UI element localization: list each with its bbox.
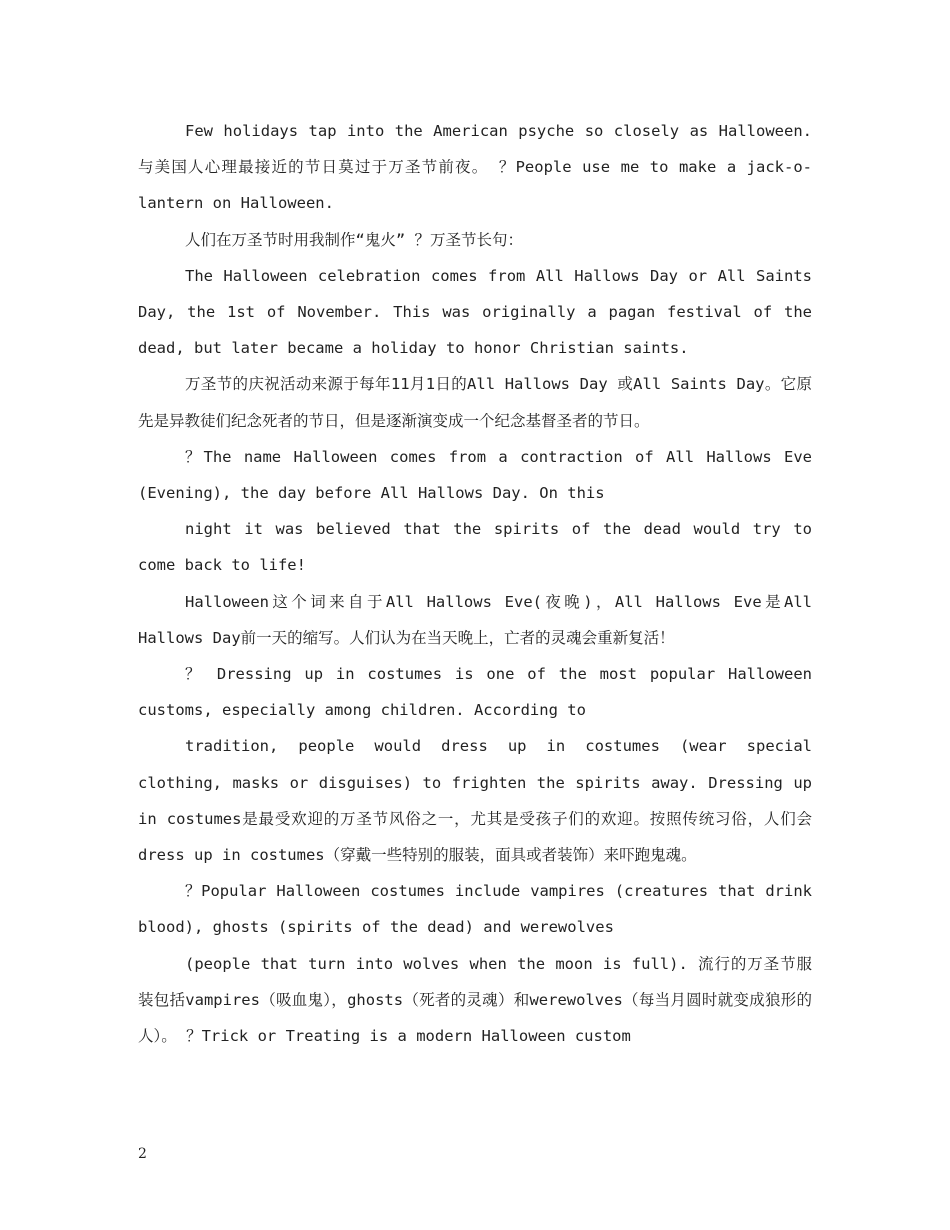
body-text bbox=[138, 113, 812, 1054]
paragraph: tradition, people would dress up in costumes (wear special clothing, masks or disguises) to frighten the spirits away. Dressing up in costumes是最受欢迎的万圣节风俗之一，尤其是受孩子们的欢迎。按照传统习俗，人们会dress up in costumes（穿戴一些特别的服装，面具或者装饰）来吓跑鬼魂。 bbox=[138, 737, 812, 865]
paragraph: 人们在万圣节时用我制作“鬼火” ？万圣节长句： bbox=[185, 230, 523, 249]
paragraph: night it was believed that the spirits of the dead would try to come back to life! bbox=[138, 520, 812, 575]
page-number: 2 bbox=[138, 1146, 147, 1162]
paragraph: ？ Dressing up in costumes is one of the most popular Halloween customs, especially among children. According to bbox=[138, 665, 812, 720]
paragraph: (people that turn into wolves when the moon is full). 流行的万圣节服装包括vampires（吸血鬼），ghosts（死者的灵魂）和werewolves（每当月圆时就变成狼形的人）。 ？Trick or Treating is a modern Halloween custom bbox=[138, 954, 812, 1046]
paragraph: ？Popular Halloween costumes include vampires (creatures that drink blood), ghosts (spirits of the dead) and werewolves bbox=[138, 882, 812, 937]
paragraph: 万圣节的庆祝活动来源于每年11月1日的All Hallows Day 或All Saints Day。它原先是异教徒们纪念死者的节日，但是逐渐演变成一个纪念基督圣者的节日。 bbox=[138, 375, 812, 430]
paragraph: The Halloween celebration comes from All Hallows Day or All Saints Day, the 1st of November. This was originally a pagan festival of the dead, but later became a holiday to honor Christian saints. bbox=[138, 266, 812, 358]
paragraph: ？The name Halloween comes from a contraction of All Hallows Eve (Evening), the day before All Hallows Day. On this bbox=[138, 447, 812, 503]
paragraph: Few holidays tap into the American psyche so closely as Halloween. 与美国人心理最接近的节日莫过于万圣节前夜。 ？People use me to make a jack-o-lantern on Halloween. bbox=[138, 122, 812, 213]
paragraph: Halloween这个词来自于All Hallows Eve(夜晚)，All Hallows Eve是All Hallows Day前一天的缩写。人们认为在当天晚上，亡者的灵魂会重新复活！ bbox=[138, 592, 812, 647]
